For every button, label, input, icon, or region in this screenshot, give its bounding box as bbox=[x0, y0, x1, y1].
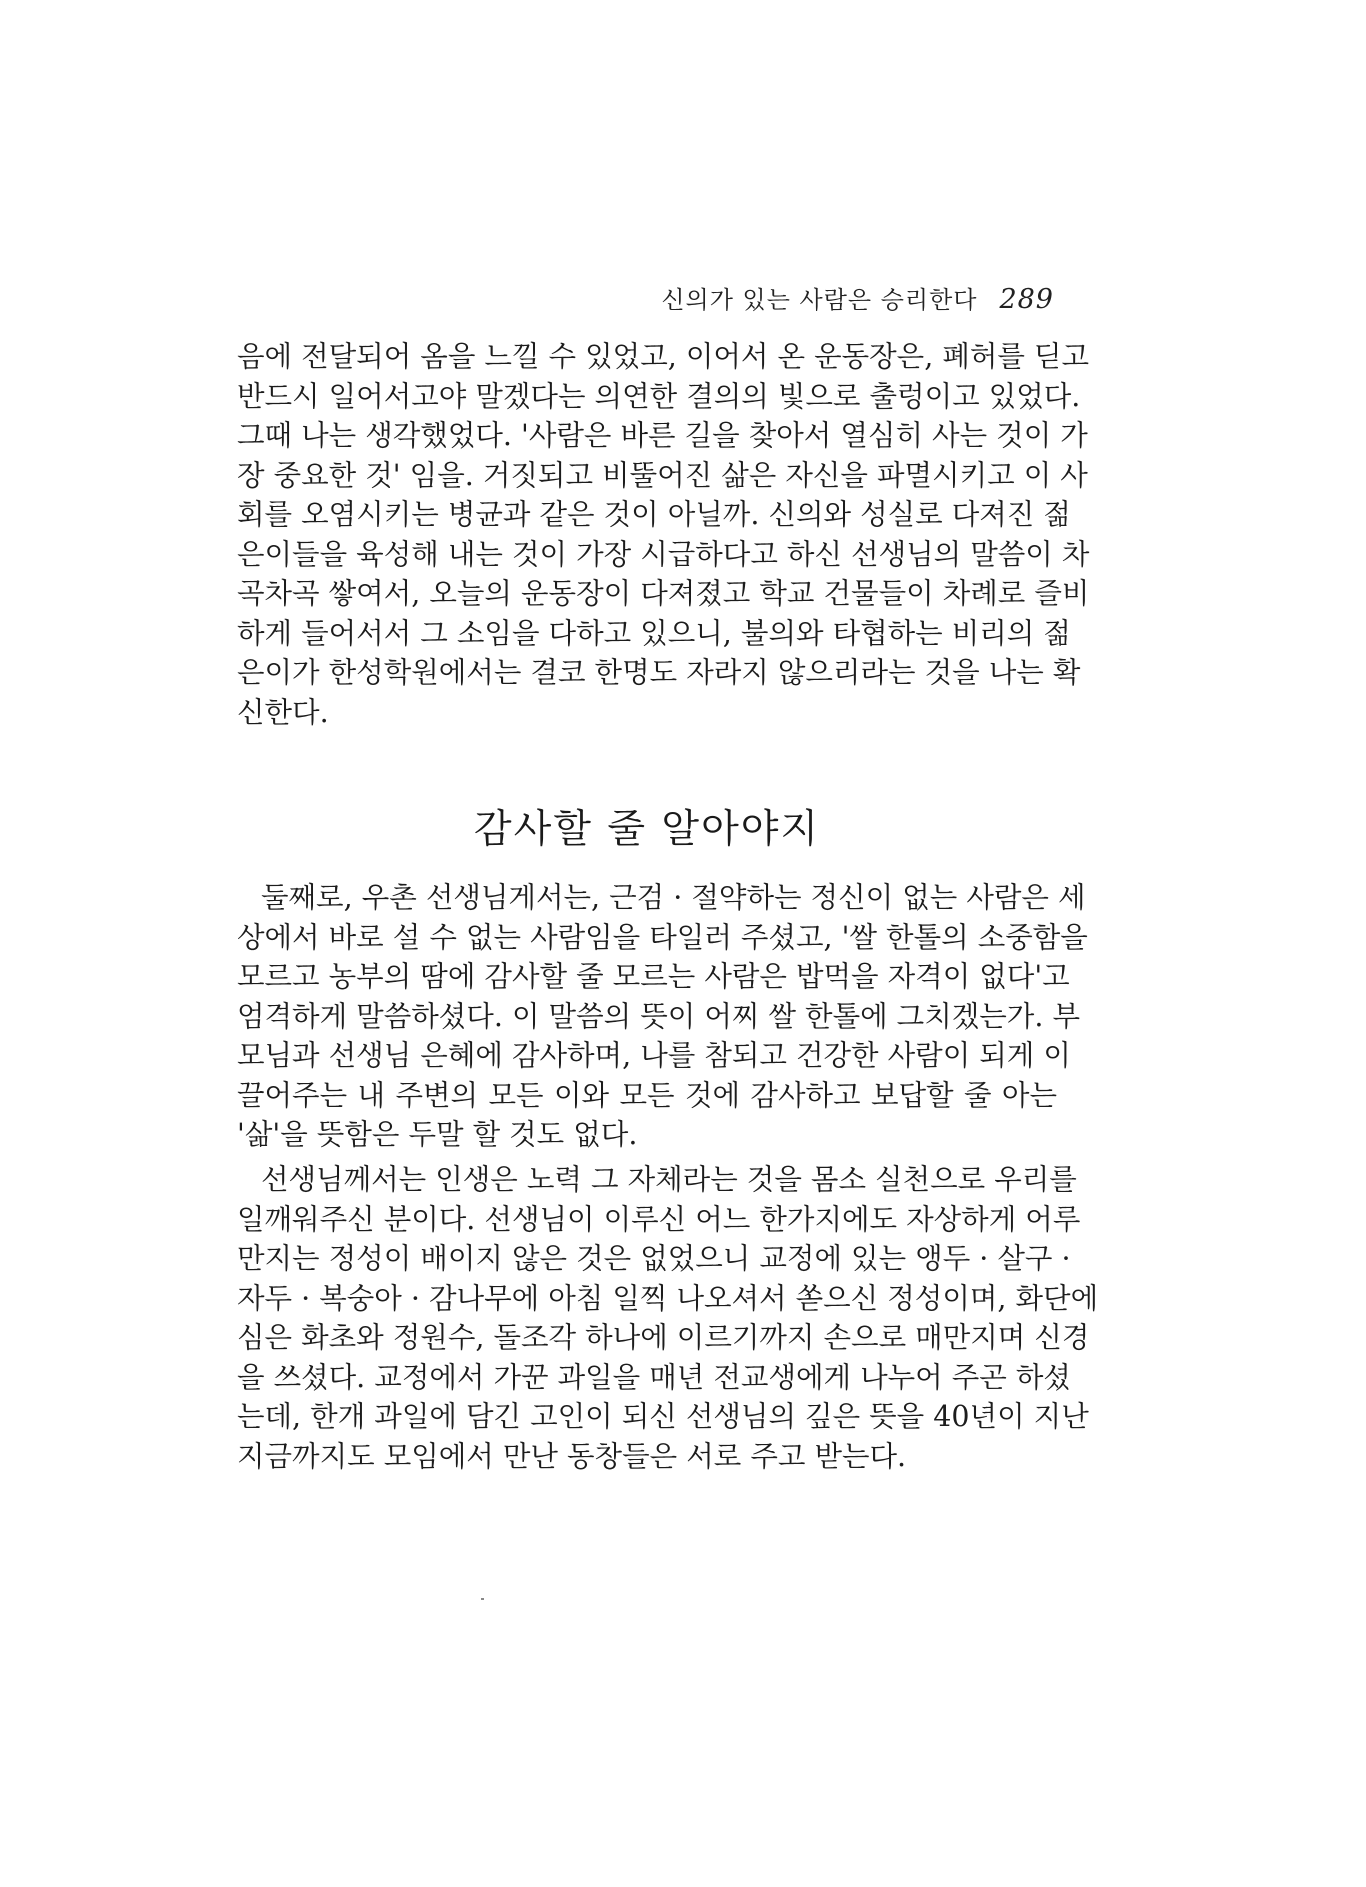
text-line: 자두 · 복숭아 · 감나무에 아침 일찍 나오셔서 쏟으신 정성이며, 화단에 bbox=[237, 1281, 1099, 1315]
scan-speck bbox=[481, 1598, 484, 1600]
text-line: 모님과 선생님 은혜에 감사하며, 나를 참되고 건강한 사람이 되게 이 bbox=[237, 1039, 1071, 1072]
text-line: 곡차곡 쌓여서, 오늘의 운동장이 다져졌고 학교 건물들이 차례로 즐비 bbox=[237, 577, 1090, 610]
text-line: 일깨워주신 분이다. 선생님이 이루신 어느 한가지에도 자상하게 어루 bbox=[237, 1202, 1081, 1236]
text-line: 는데, 한개 과일에 담긴 고인이 되신 선생님의 깊은 뜻을 40년이 지난 bbox=[237, 1400, 1089, 1433]
text-line: 하게 들어서서 그 소임을 다하고 있으니, 불의와 타협하는 비리의 젊 bbox=[237, 616, 1071, 650]
text-line: 회를 오염시키는 병균과 같은 것이 아닐까. 신의와 성실로 다져진 젊 bbox=[237, 498, 1071, 531]
running-head-title: 신의가 있는 사람은 승리한다 bbox=[661, 286, 978, 314]
text-line: 은이들을 육성해 내는 것이 가장 시급하다고 하신 선생님의 말씀이 차 bbox=[237, 537, 1090, 571]
text-line: 지금까지도 모임에서 만난 동창들은 서로 주고 받는다. bbox=[237, 1439, 907, 1473]
text-line: 을 쓰셨다. 교정에서 가꾼 과일을 매년 전교생에게 나누어 주곤 하셨 bbox=[237, 1360, 1071, 1394]
text-line: '삶'을 뜻함은 두말 할 것도 없다. bbox=[237, 1118, 638, 1151]
paragraph-3 bbox=[237, 1160, 1099, 1476]
text-line: 모르고 농부의 땀에 감사할 줄 모르는 사람은 밥먹을 자격이 없다'고 bbox=[237, 960, 1070, 993]
text-line: 둘째로, 우촌 선생님게서는, 근검 · 절약하는 정신이 없는 사람은 세 bbox=[261, 881, 1086, 914]
text-line: 은이가 한성학원에서는 결코 한명도 자라지 않으리라는 것을 나는 확 bbox=[237, 656, 1081, 689]
running-head bbox=[661, 280, 1054, 315]
text-line: 신한다. bbox=[237, 695, 329, 729]
text-line: 엄격하게 말씀하셨다. 이 말씀의 뜻이 어찌 쌀 한톨에 그치겠는가. 부 bbox=[237, 999, 1080, 1033]
paragraph-2 bbox=[237, 878, 1088, 1155]
text-line: 음에 전달되어 옴을 느낄 수 있었고, 이어서 온 운동장은, 폐허를 딛고 bbox=[237, 340, 1090, 373]
text-line: 선생님께서는 인생은 노력 그 자체라는 것을 몸소 실천으로 우리를 bbox=[261, 1163, 1077, 1196]
text-line: 심은 화초와 정원수, 돌조각 하나에 이르기까지 손으로 매만지며 신경 bbox=[237, 1321, 1090, 1354]
text-line: 장 중요한 것' 임을. 거짓되고 비뚤어진 삶은 자신을 파멸시키고 이 사 bbox=[237, 458, 1088, 492]
text-line: 상에서 바로 설 수 없는 사람임을 타일러 주셨고, '쌀 한톨의 소중함을 bbox=[237, 920, 1088, 954]
section-heading: 감사할 줄 알아야지 bbox=[473, 807, 821, 852]
text-line: 그때 나는 생각했었다. '사람은 바른 길을 찾아서 열심히 사는 것이 가 bbox=[237, 419, 1088, 452]
page-number: 289 bbox=[999, 284, 1054, 315]
paragraph-1 bbox=[237, 337, 1090, 732]
text-line: 반드시 일어서고야 말겠다는 의연한 결의의 빛으로 출렁이고 있었다. bbox=[237, 379, 1081, 413]
text-line: 끌어주는 내 주변의 모든 이와 모든 것에 감사하고 보답할 줄 아는 bbox=[237, 1078, 1057, 1112]
text-line: 만지는 정성이 배이지 않은 것은 없었으니 교정에 있는 앵두 · 살구 · bbox=[237, 1242, 1071, 1275]
